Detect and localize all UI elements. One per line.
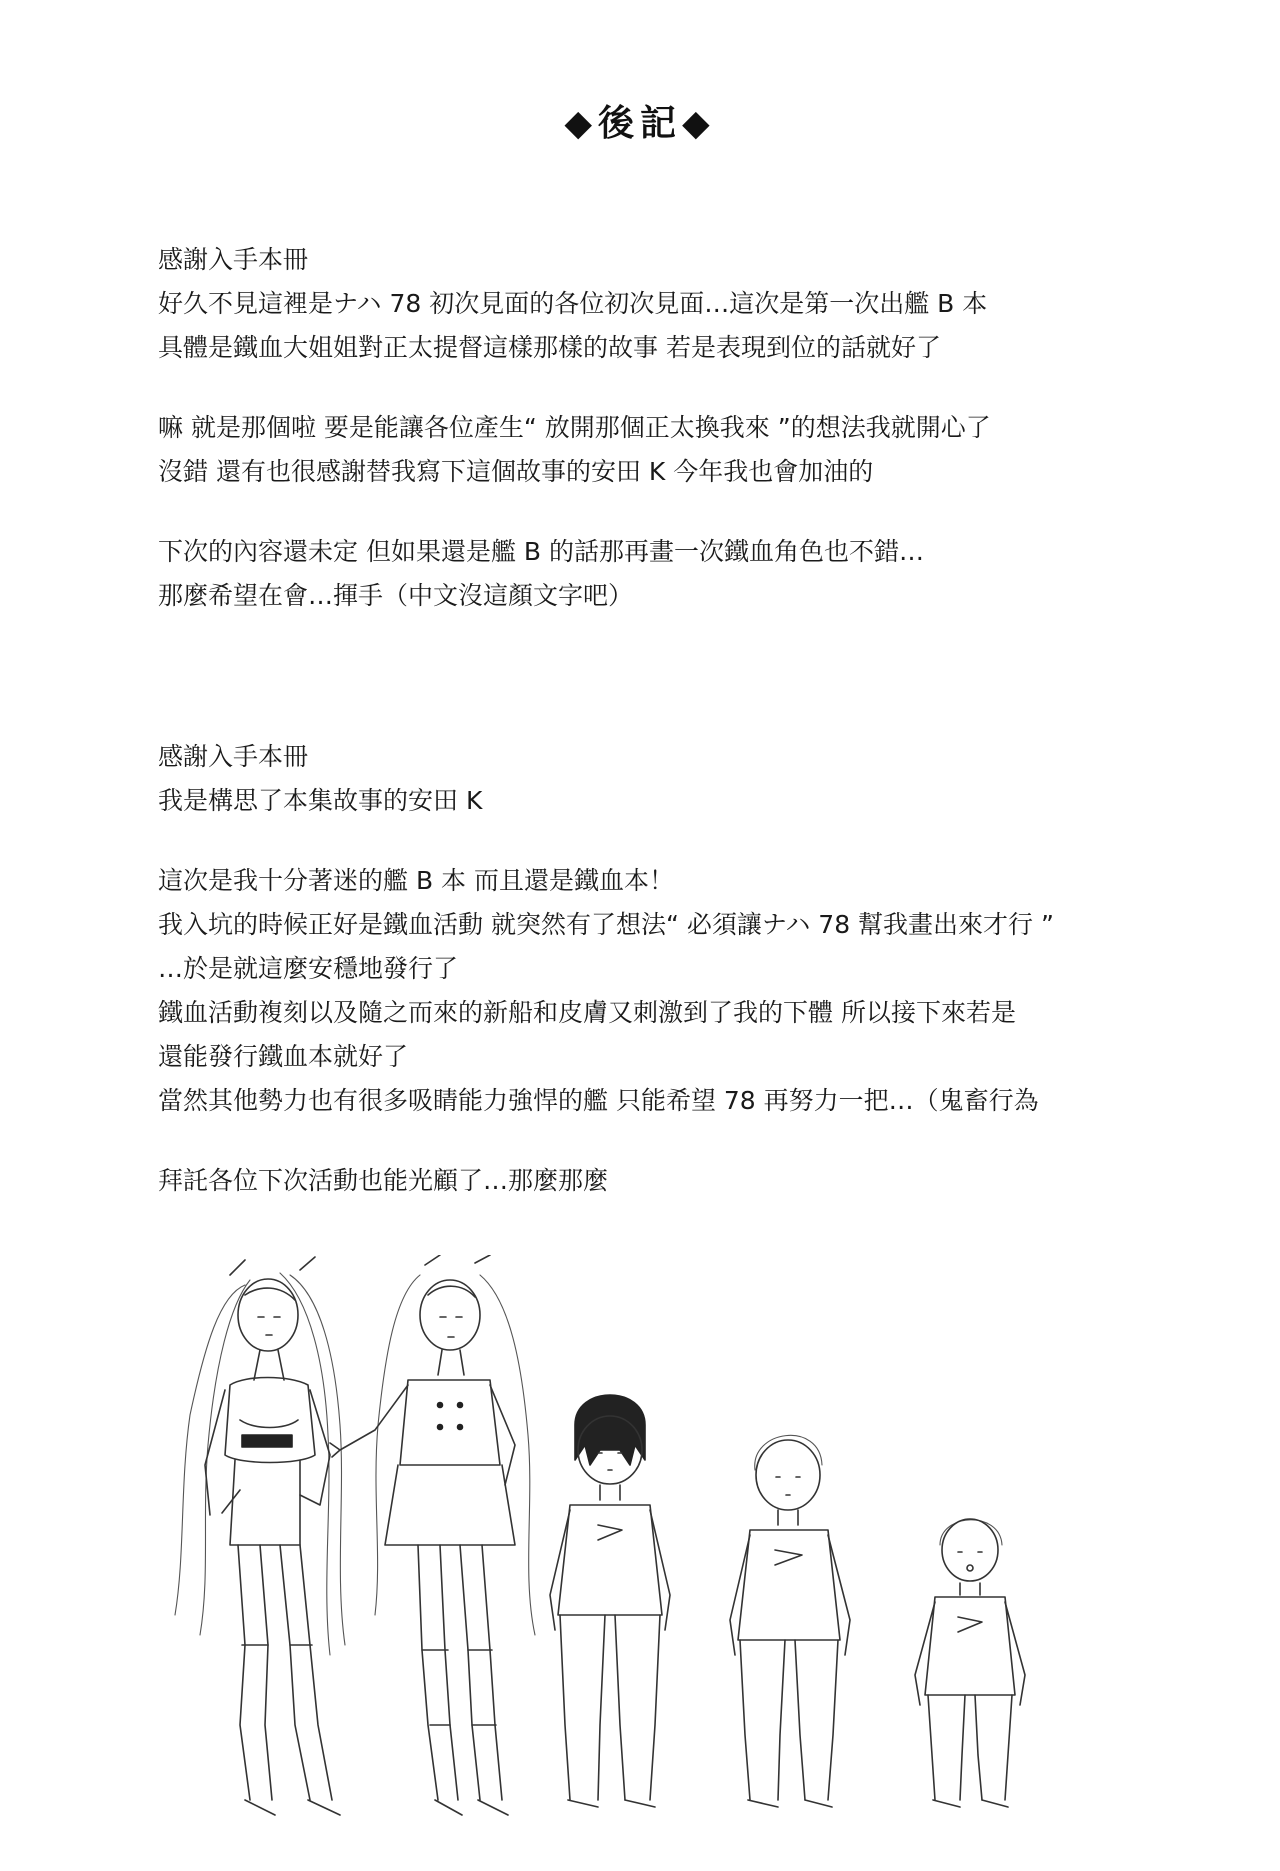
text-line: 具體是鐵血大姐姐對正太提督這樣那樣的故事 若是表現到位的話就好了 (158, 333, 941, 362)
text-line: 感謝入手本冊 (158, 245, 309, 274)
text-line: 嘛 就是那個啦 要是能讓各位產生“ 放開那個正太換我來 ”的想法我就開心了 (158, 413, 991, 442)
text-line: 拜託各位下次活動也能光顧了…那麼那麼 (158, 1166, 609, 1195)
sketch-figure-boy-1 (550, 1395, 670, 1807)
paragraph-gap (158, 370, 1118, 406)
afterword-section-artist (158, 238, 1118, 618)
text-line: 那麼希望在會…揮手（中文沒這顏文字吧） (158, 581, 634, 610)
text-line: 感謝入手本冊 (158, 742, 309, 771)
paragraph-gap (158, 1123, 1118, 1159)
text-line: 我是構思了本集故事的安田 K (158, 786, 483, 815)
text-line: 還能發行鐵血本就好了 (158, 1042, 409, 1071)
afterword-section-writer (158, 735, 1118, 1203)
paragraph-gap (158, 823, 1118, 859)
sketch-figure-woman-2 (330, 1255, 535, 1815)
character-sketch-illustration (150, 1255, 1110, 1845)
sketch-figure-boy-2 (730, 1435, 850, 1807)
text-line: 當然其他勢力也有很多吸睛能力強悍的艦 只能希望 78 再努力一把…（鬼畜行為 (158, 1086, 1039, 1115)
text-line: 下次的內容還未定 但如果還是艦 B 的話那再畫一次鐵血角色也不錯… (158, 537, 924, 566)
text-line: …於是就這麼安穩地發行了 (158, 954, 459, 983)
text-line: 鐵血活動複刻以及隨之而來的新船和皮膚又刺激到了我的下體 所以接下來若是 (158, 998, 1016, 1027)
paragraph-gap (158, 494, 1118, 530)
text-line: 我入坑的時候正好是鐵血活動 就突然有了想法“ 必須讓ナハ 78 幫我畫出來才行 ” (158, 910, 1054, 939)
text-line: 好久不見這裡是ナハ 78 初次見面的各位初次見面…這次是第一次出艦 B 本 (158, 289, 988, 318)
text-line: 沒錯 還有也很感謝替我寫下這個故事的安田 K 今年我也會加油的 (158, 457, 874, 486)
sketch-figure-woman-1 (175, 1257, 345, 1815)
sketch-figure-boy-3 (915, 1519, 1025, 1807)
text-line: 這次是我十分著迷的艦 B 本 而且還是鐵血本！ (158, 866, 674, 895)
page-title: ◆後記◆ (564, 103, 716, 144)
